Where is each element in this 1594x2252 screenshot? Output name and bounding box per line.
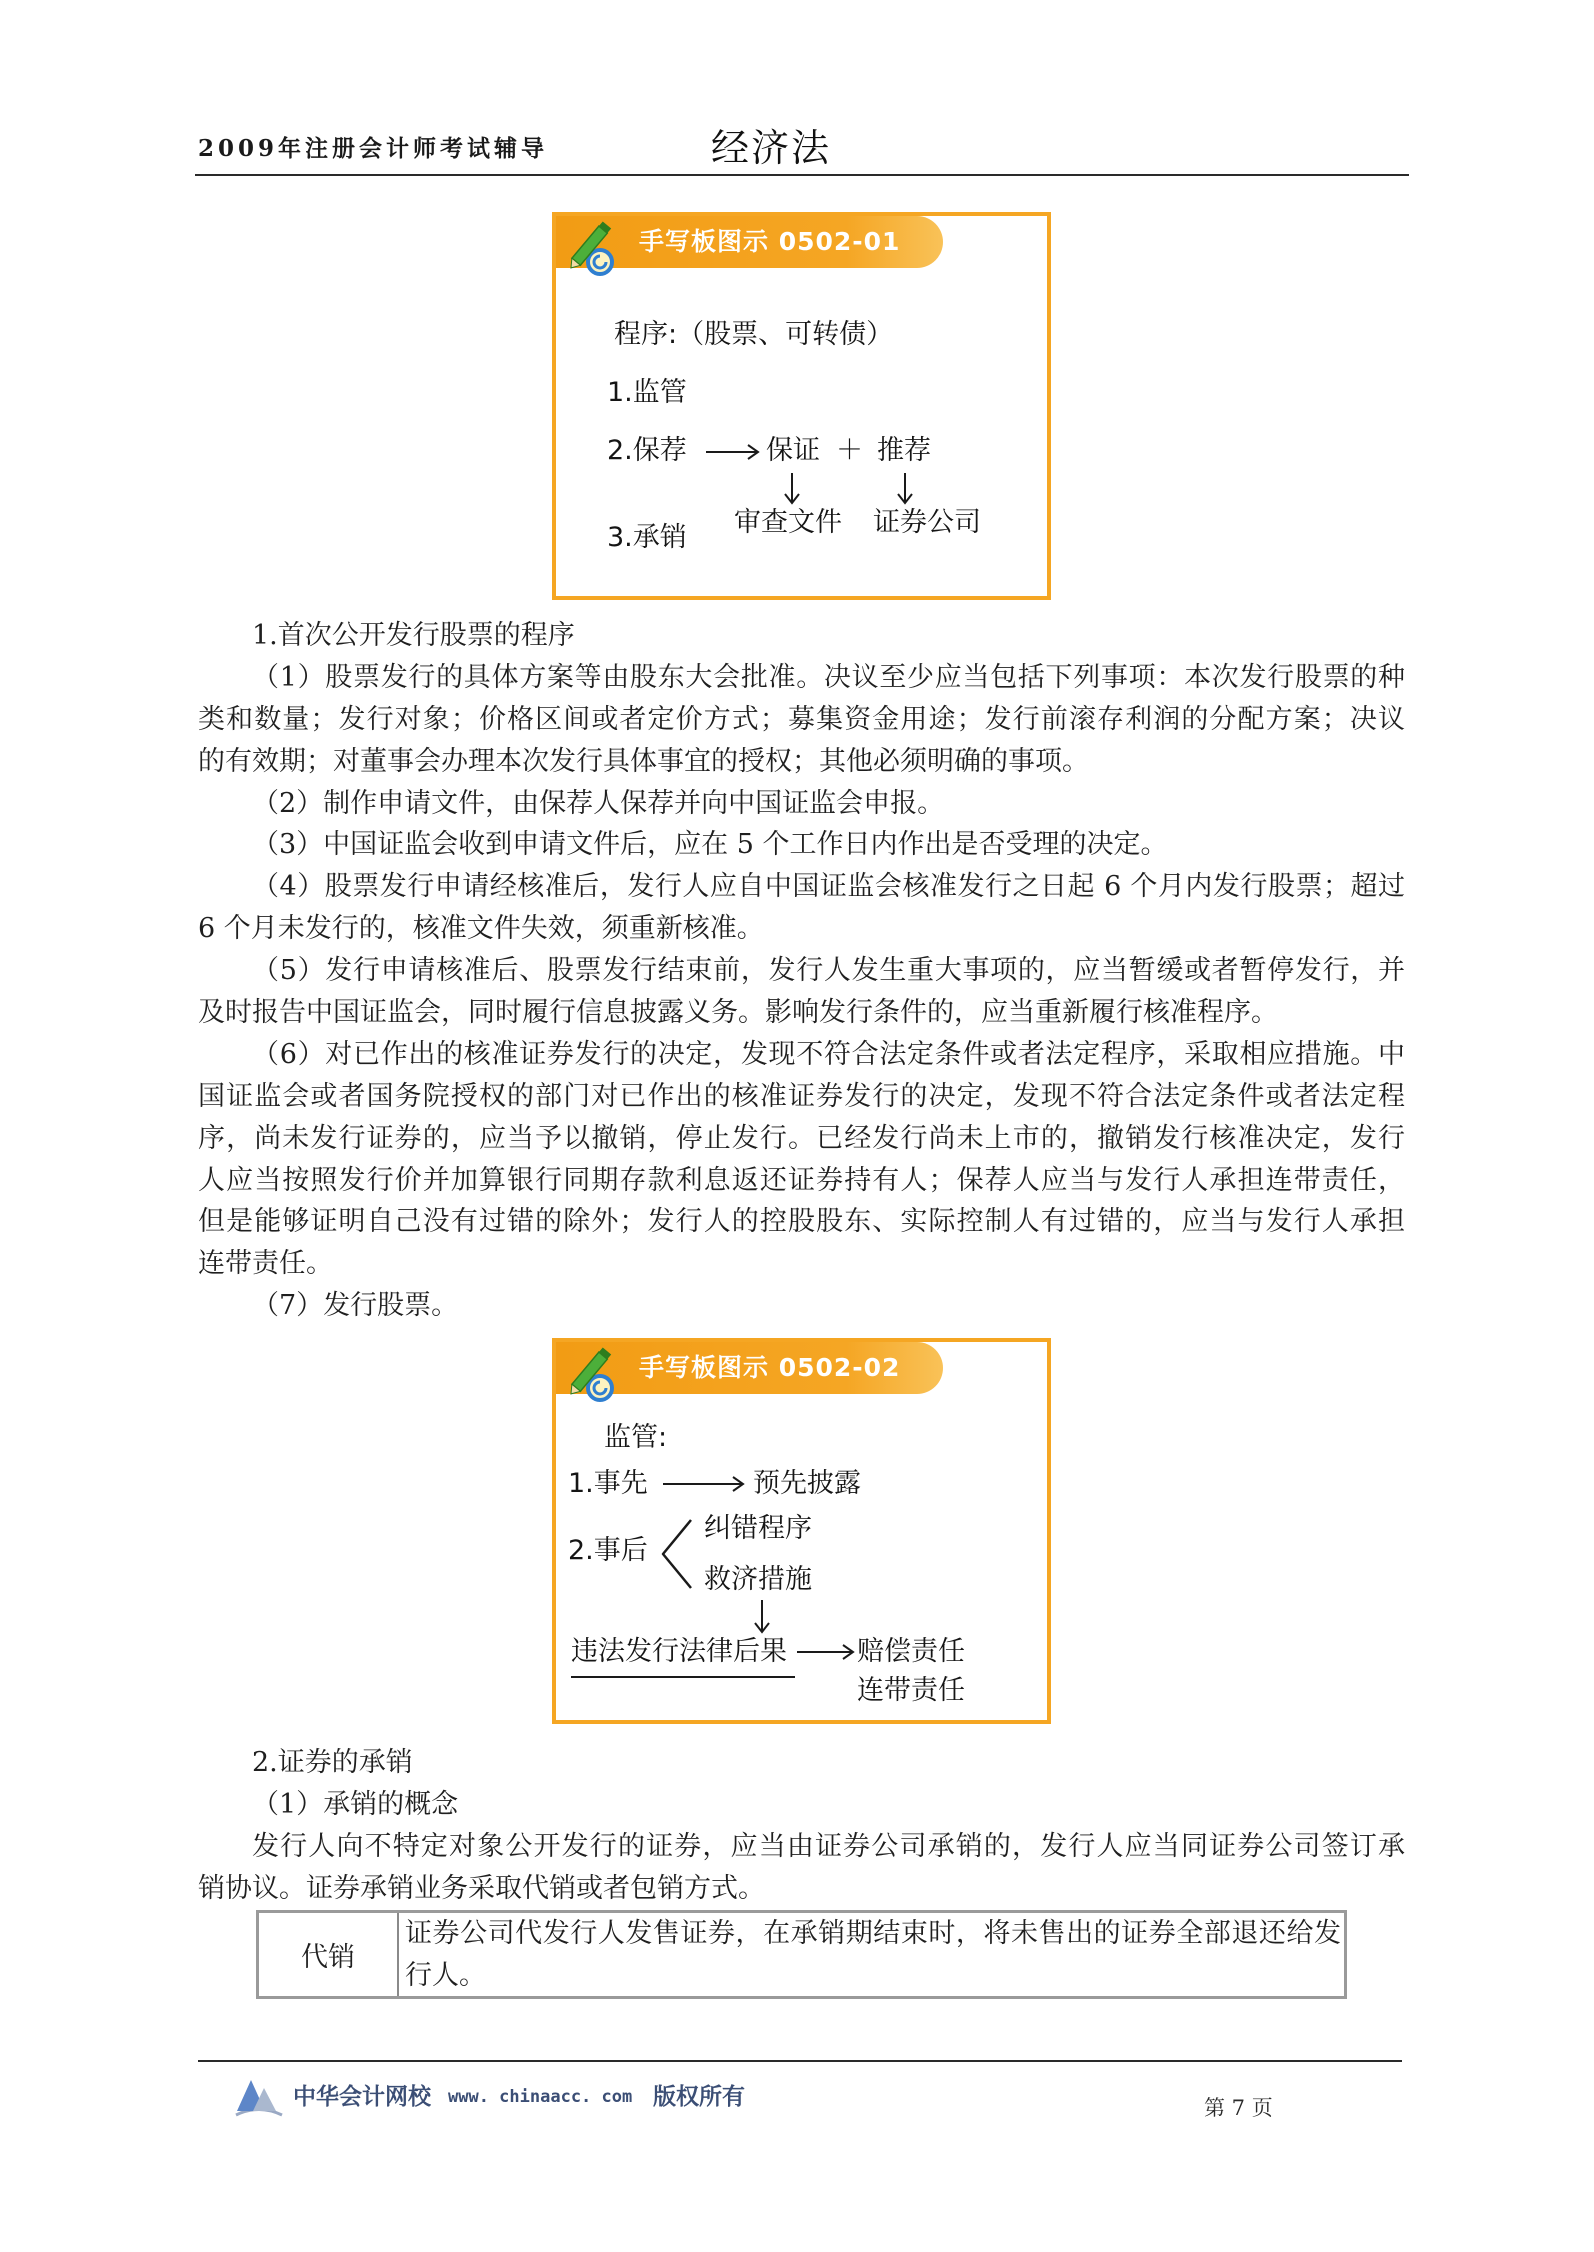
plus-sign: ＋ bbox=[836, 435, 863, 466]
sponsorship-guarantee: 保证 bbox=[766, 435, 820, 466]
relief-measures: 救济措施 bbox=[704, 1564, 812, 1595]
footer-rule bbox=[198, 2060, 1402, 2062]
paragraph-6 bbox=[198, 1034, 1405, 1285]
sponsorship-recommend: 推荐 bbox=[877, 435, 931, 466]
page-number: 第 7 页 bbox=[1204, 2096, 1273, 2120]
text-line: 序，尚未发行证券的，应当予以撤销，停止发行。已经发行尚未上市的，撤销发行核准决定，发行 bbox=[198, 1122, 1405, 1154]
pencil-icon bbox=[560, 216, 624, 278]
right-arrow-icon bbox=[663, 1474, 745, 1494]
step-after: 2.事后 bbox=[568, 1535, 648, 1566]
paragraph-2 bbox=[198, 783, 1405, 825]
step-supervision: 1.监管 bbox=[607, 377, 687, 408]
text-line: 但是能够证明自己没有过错的除外；发行人的控股股东、实际控制人有过错的，应当与发行人承担 bbox=[198, 1206, 1405, 1238]
footer-brand: 中华会计网校 bbox=[293, 2084, 431, 2110]
right-arrow-icon bbox=[797, 1642, 855, 1662]
handwriting-diagram-2 bbox=[552, 1338, 1051, 1724]
diagram-banner-label: 手写板图示 0502-02 bbox=[639, 1353, 901, 1382]
paragraph-1 bbox=[198, 1826, 1405, 1910]
down-arrow-icon bbox=[752, 1600, 772, 1634]
footer-rights: 版权所有 bbox=[653, 2084, 745, 2110]
text-line: 6 个月未发行的，核准文件失效，须重新核准。 bbox=[198, 913, 764, 945]
header-subject-title: 经济法 bbox=[711, 126, 832, 170]
text-line: 类和数量；发行对象；价格区间或者定价方式；募集资金用途；发行前滚存利润的分配方案；决议 bbox=[198, 703, 1405, 735]
paragraph-1 bbox=[198, 657, 1405, 783]
correction-procedure: 纠错程序 bbox=[704, 1513, 812, 1544]
section-1 bbox=[198, 615, 1405, 1327]
text-line: 的有效期；对董事会办理本次发行具体事宜的授权；其他必须明确的事项。 bbox=[198, 745, 1089, 777]
chinaacc-logo-icon bbox=[234, 2075, 284, 2119]
footer-url: www. chinaacc. com bbox=[448, 2087, 633, 2107]
text-line: 发行人向不特定对象公开发行的证券，应当由证券公司承销的，发行人应当同证券公司签订承 bbox=[252, 1830, 1405, 1862]
subsection-heading: （1）承销的概念 bbox=[252, 1788, 459, 1820]
paragraph-4 bbox=[198, 866, 1405, 950]
joint-liability: 连带责任 bbox=[857, 1675, 965, 1706]
header-course-title: 2009年注册会计师考试辅导 bbox=[198, 135, 549, 162]
text-line: 国证监会或者国务院授权的部门对已作出的核准证券发行的决定，发现不符合法定条件或者法定程 bbox=[198, 1080, 1405, 1112]
consequence-underline bbox=[571, 1676, 795, 1678]
paragraph-3 bbox=[198, 824, 1405, 866]
text-line: （1）股票发行的具体方案等由股东大会批准。决议至少应当包括下列事项：本次发行股票的种 bbox=[252, 661, 1405, 693]
guarantee-detail: 审查文件 bbox=[734, 507, 842, 538]
text-line: 连带责任。 bbox=[198, 1248, 333, 1280]
handwriting-diagram-1 bbox=[552, 212, 1051, 600]
step-before: 1.事先 bbox=[568, 1468, 648, 1499]
compensation-liability: 赔偿责任 bbox=[857, 1636, 965, 1667]
section-heading: 1.首次公开发行股票的程序 bbox=[252, 620, 575, 651]
bracket-icon bbox=[658, 1517, 694, 1591]
paragraph-5 bbox=[198, 950, 1405, 1034]
illegal-issuance-consequence: 违法发行法律后果 bbox=[571, 1636, 787, 1667]
right-arrow-icon bbox=[706, 442, 760, 462]
header-rule bbox=[195, 174, 1409, 176]
text-line: （7）发行股票。 bbox=[252, 1290, 459, 1322]
prior-disclosure: 预先披露 bbox=[753, 1468, 861, 1499]
text-line: 及时报告中国证监会，同时履行信息披露义务。影响发行条件的，应当重新履行核准程序。 bbox=[198, 997, 1278, 1029]
diagram-title: 监管: bbox=[604, 1422, 668, 1453]
text-line: （5）发行申请核准后、股票发行结束前，发行人发生重大事项的，应当暂缓或者暂停发行，并 bbox=[252, 955, 1405, 987]
text-line: （4）股票发行申请经核准后，发行人应自中国证监会核准发行之日起 6 个月内发行股票；超过 bbox=[252, 871, 1405, 903]
section-heading: 2.证券的承销 bbox=[252, 1747, 413, 1778]
diagram-title: 程序:（股票、可转债） bbox=[614, 319, 894, 350]
down-arrow-icon bbox=[782, 473, 802, 505]
underwriting-table bbox=[256, 1910, 1347, 1999]
text-line: 人应当按照发行价并加算银行同期存款利息返还证券持有人；保荐人应当与发行人承担连带责任， bbox=[198, 1164, 1405, 1196]
text-line: （6）对已作出的核准证券发行的决定，发现不符合法定条件或者法定程序，采取相应措施。中 bbox=[252, 1038, 1405, 1070]
text-line: （3）中国证监会收到申请文件后，应在 5 个工作日内作出是否受理的决定。 bbox=[252, 829, 1168, 861]
pencil-icon bbox=[560, 1342, 624, 1404]
text-line: 行人。 bbox=[405, 1960, 486, 1991]
down-arrow-icon bbox=[895, 473, 915, 505]
step-sponsorship: 2.保荐 bbox=[607, 435, 687, 466]
diagram-banner-label: 手写板图示 0502-01 bbox=[639, 227, 901, 256]
paragraph-7 bbox=[198, 1285, 1405, 1327]
section-2 bbox=[198, 1742, 1405, 1910]
table-term: 代销 bbox=[301, 1942, 355, 1973]
text-line: 销协议。证券承销业务采取代销或者包销方式。 bbox=[198, 1872, 765, 1904]
step-underwriting: 3.承销 bbox=[607, 522, 687, 553]
text-line: （2）制作申请文件，由保荐人保荐并向中国证监会申报。 bbox=[252, 787, 945, 819]
text-line: 证券公司代发行人发售证券，在承销期结束时，将未售出的证券全部退还给发 bbox=[405, 1918, 1341, 1949]
table-term-cell bbox=[259, 1913, 399, 1996]
recommend-detail: 证券公司 bbox=[873, 507, 981, 538]
table-definition-cell bbox=[399, 1913, 1344, 1996]
